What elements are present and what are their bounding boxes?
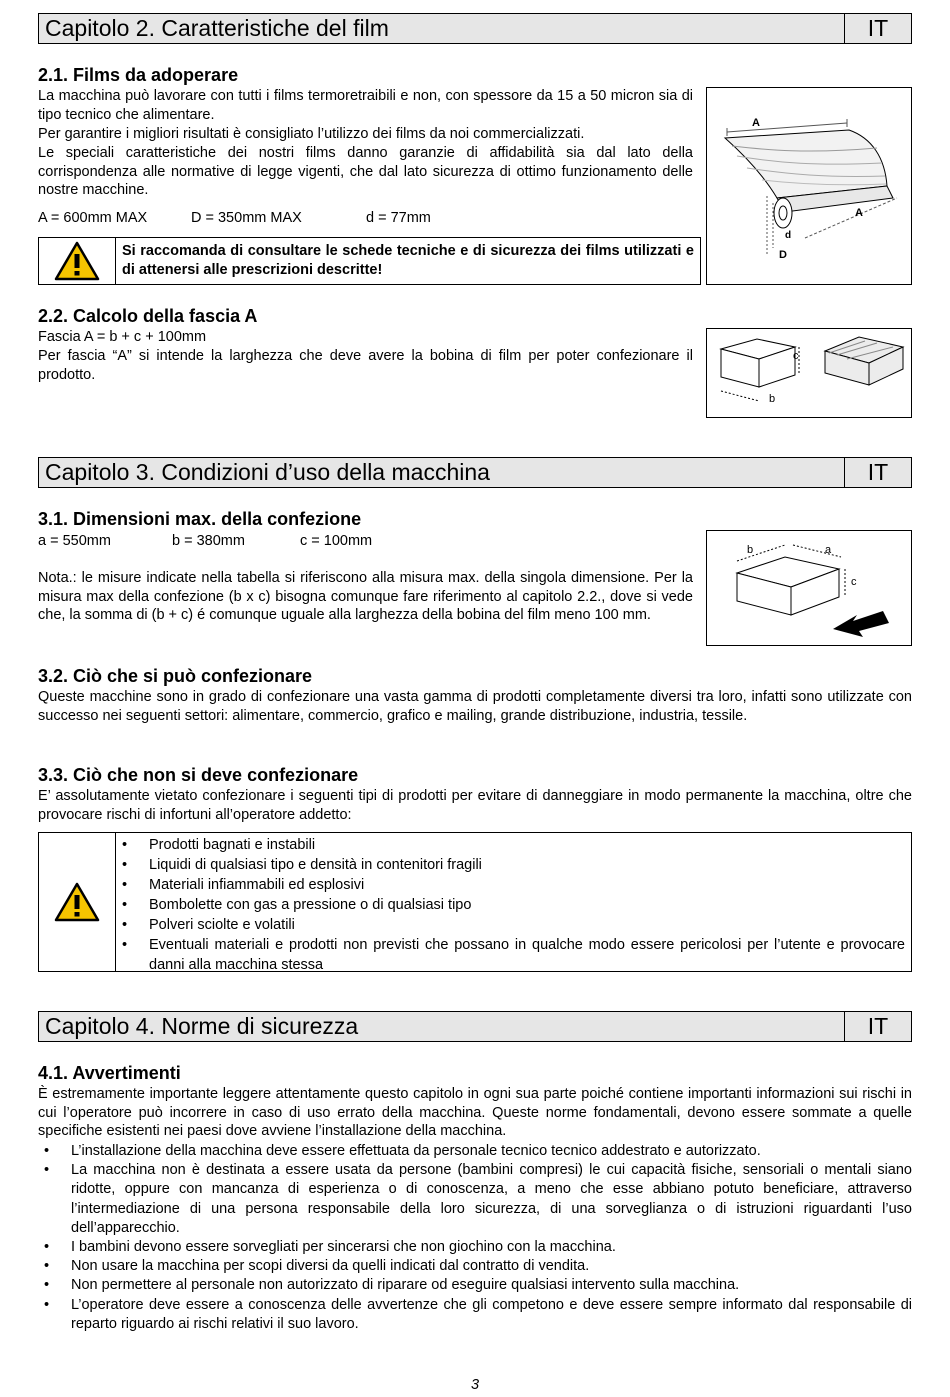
- language-code: IT: [867, 15, 889, 41]
- section-3-2-title: 3.2. Ciò che si può confezionare: [38, 666, 313, 686]
- film-warning-text: Si raccomanda di consultare le schede tecniche e di sicurezza dei films utilizzati e di attenersi alle prescrizioni descritte!: [122, 243, 694, 278]
- fascia-drawing: [707, 329, 911, 417]
- fig3-label-c: c: [851, 576, 857, 588]
- spec-d-big: D = 350mm MAX: [191, 210, 302, 226]
- list-item: • Bombolette con gas a pressione o di qualsiasi tipo: [116, 895, 905, 915]
- spec-a: A = 600mm MAX: [38, 210, 148, 226]
- section-2-2-title: 2.2. Calcolo della fascia A: [38, 306, 258, 326]
- fascia-figure: [706, 328, 912, 418]
- film-warning-box: [38, 237, 701, 285]
- fig2-label-b: b: [769, 393, 776, 405]
- fig3-label-a: a: [825, 544, 832, 556]
- chapter-title: Capitolo 3. Condizioni d’uso della macchina: [39, 458, 845, 487]
- fig1-label-a-side: A: [855, 207, 863, 219]
- spec-d-small: d = 77mm: [366, 210, 431, 226]
- list-item: • L’operatore deve essere a conoscenza delle avvertenze che gli competono e deve essere sempre informato dal responsabile di reparto riguardo ai rischi relativi il suo lavoro.: [38, 1296, 912, 1334]
- section-3-1-title: 3.1. Dimensioni max. della confezione: [38, 509, 362, 529]
- list-item: • La macchina non è destinata a essere usata da persone (bambini compresi) le cui capacità fisiche, sensoriali o mentali siano ridotte, oppure con mancanza di esperienza o di conoscenza, a meno che esse abbiano potuto beneficiare, attraverso l’intermediazione di una persona responsabile della loro sicurezza, di una sorveglianza o di istruzioni riguardanti l’uso dell’apparecchio.: [38, 1161, 912, 1238]
- fig1-label-d-small: d: [785, 230, 792, 241]
- forbidden-products-list: [116, 835, 905, 975]
- section-2-1-paragraph-3: Le speciali caratteristiche dei nostri films danno garanzie di affidabilità sia dal lato della corrispondenza alle normative di legge vigenti, che dal lato sicurezza di ottimo funzionamento delle nostre macchine.: [38, 145, 693, 199]
- list-item: • I bambini devono essere sorvegliati per sincerarsi che non giochino con la macchina.: [38, 1238, 912, 1257]
- section-3-3-title: 3.3. Ciò che non si deve confezionare: [38, 765, 359, 785]
- chapter-title: Capitolo 4. Norme di sicurezza: [39, 1012, 845, 1041]
- list-item: • L’installazione della macchina deve essere effettuata da personale tecnico tecnico addestrato e autorizzato.: [38, 1142, 912, 1161]
- language-code: IT: [867, 1013, 889, 1039]
- chapter-4-header: [38, 1011, 912, 1042]
- section-4-1-paragraph: È estremamente importante leggere attentamente questo capitolo in ogni sua parte poiché contiene importanti informazioni sui rischi in cui l’operatore può incorrere in caso di uso errato della macchina. Queste norme fondamentali, devono essere sommate a quelle specifiche esistenti nei paesi dove avviene l’installazione della macchina.: [38, 1086, 912, 1140]
- forbidden-products-box: [38, 832, 912, 972]
- film-roll-figure: [706, 87, 912, 285]
- package-dimensions-drawing: [707, 531, 911, 645]
- section-3-3-paragraph: E’ assolutamente vietato confezionare i seguenti tipi di prodotti per evitare di danneggiare in modo permanente la macchina, oltre che provocare rischi di infortuni all’operatore addetto:: [38, 788, 912, 823]
- warning-icon: [39, 238, 116, 284]
- warning-icon: [39, 833, 116, 971]
- list-item: • Liquidi di qualsiasi tipo e densità in contenitori fragili: [116, 855, 905, 875]
- dim-a: a = 550mm: [38, 533, 111, 549]
- section-3-1-note: Nota.: le misure indicate nella tabella si riferiscono alla misura max. della singola dimensione. Per la misura max della confezione (b x c) bisogna comunque fare riferimento al capitolo 2.2., dove si vede che, la somma di (b + c) é comunque uguale alla larghezza della bobina del film meno 100 mm.: [38, 570, 693, 624]
- list-item: • Eventuali materiali e prodotti non previsti che possano in qualche modo essere pericolosi per l’utente e provocare danni alla macchina stessa: [116, 935, 905, 975]
- list-item: • Prodotti bagnati e instabili: [116, 835, 905, 855]
- section-3-2-paragraph: Queste macchine sono in grado di confezionare una vasta gamma di prodotti completamente diversi tra loro, infatti sono utilizzate con successo nei seguenti settori: alimentare, commercio, grafico e mailing, grande distribuzione, industria, tessile.: [38, 689, 912, 724]
- chapter-3-header: [38, 457, 912, 488]
- section-2-1-paragraph-2: Per garantire i migliori risultati è consigliato l’utilizzo dei films da noi commercializzati.: [38, 126, 585, 142]
- page-number: 3: [470, 1377, 480, 1393]
- dim-b: b = 380mm: [172, 533, 245, 549]
- fig1-label-a-top: A: [752, 117, 760, 129]
- section-2-1-paragraph: La macchina può lavorare con tutti i films termoretraibili e non, con spessore da 15 a 50 micron sia di tipo tecnico che alimentare.: [38, 88, 693, 123]
- dim-c: c = 100mm: [300, 533, 373, 549]
- section-2-2-paragraph: Per fascia “A” si intende la larghezza che deve avere la bobina di film per poter confezionare il prodotto.: [38, 348, 693, 383]
- fig1-label-d-big: D: [779, 249, 787, 261]
- fig3-label-b: b: [747, 544, 754, 556]
- package-dimensions-figure: [706, 530, 912, 646]
- list-item: • Polveri sciolte e volatili: [116, 915, 905, 935]
- section-2-1-title: 2.1. Films da adoperare: [38, 65, 239, 85]
- section-4-1-title: 4.1. Avvertimenti: [38, 1063, 181, 1083]
- list-item: • Materiali infiammabili ed esplosivi: [116, 875, 905, 895]
- list-item: • Non usare la macchina per scopi diversi da quelli indicati dal contratto di vendita.: [38, 1257, 912, 1276]
- warnings-list: [38, 1142, 912, 1334]
- film-roll-drawing: [707, 88, 911, 284]
- language-code: IT: [867, 459, 889, 485]
- fig2-label-c: c: [793, 350, 799, 362]
- chapter-title: Capitolo 2. Caratteristiche del film: [39, 14, 845, 43]
- chapter-2-header: [38, 13, 912, 44]
- list-item: • Non permettere al personale non autorizzato di riparare od eseguire qualsiasi intervento sulla macchina.: [38, 1276, 912, 1295]
- section-2-2-formula: Fascia A = b + c + 100mm: [38, 329, 207, 345]
